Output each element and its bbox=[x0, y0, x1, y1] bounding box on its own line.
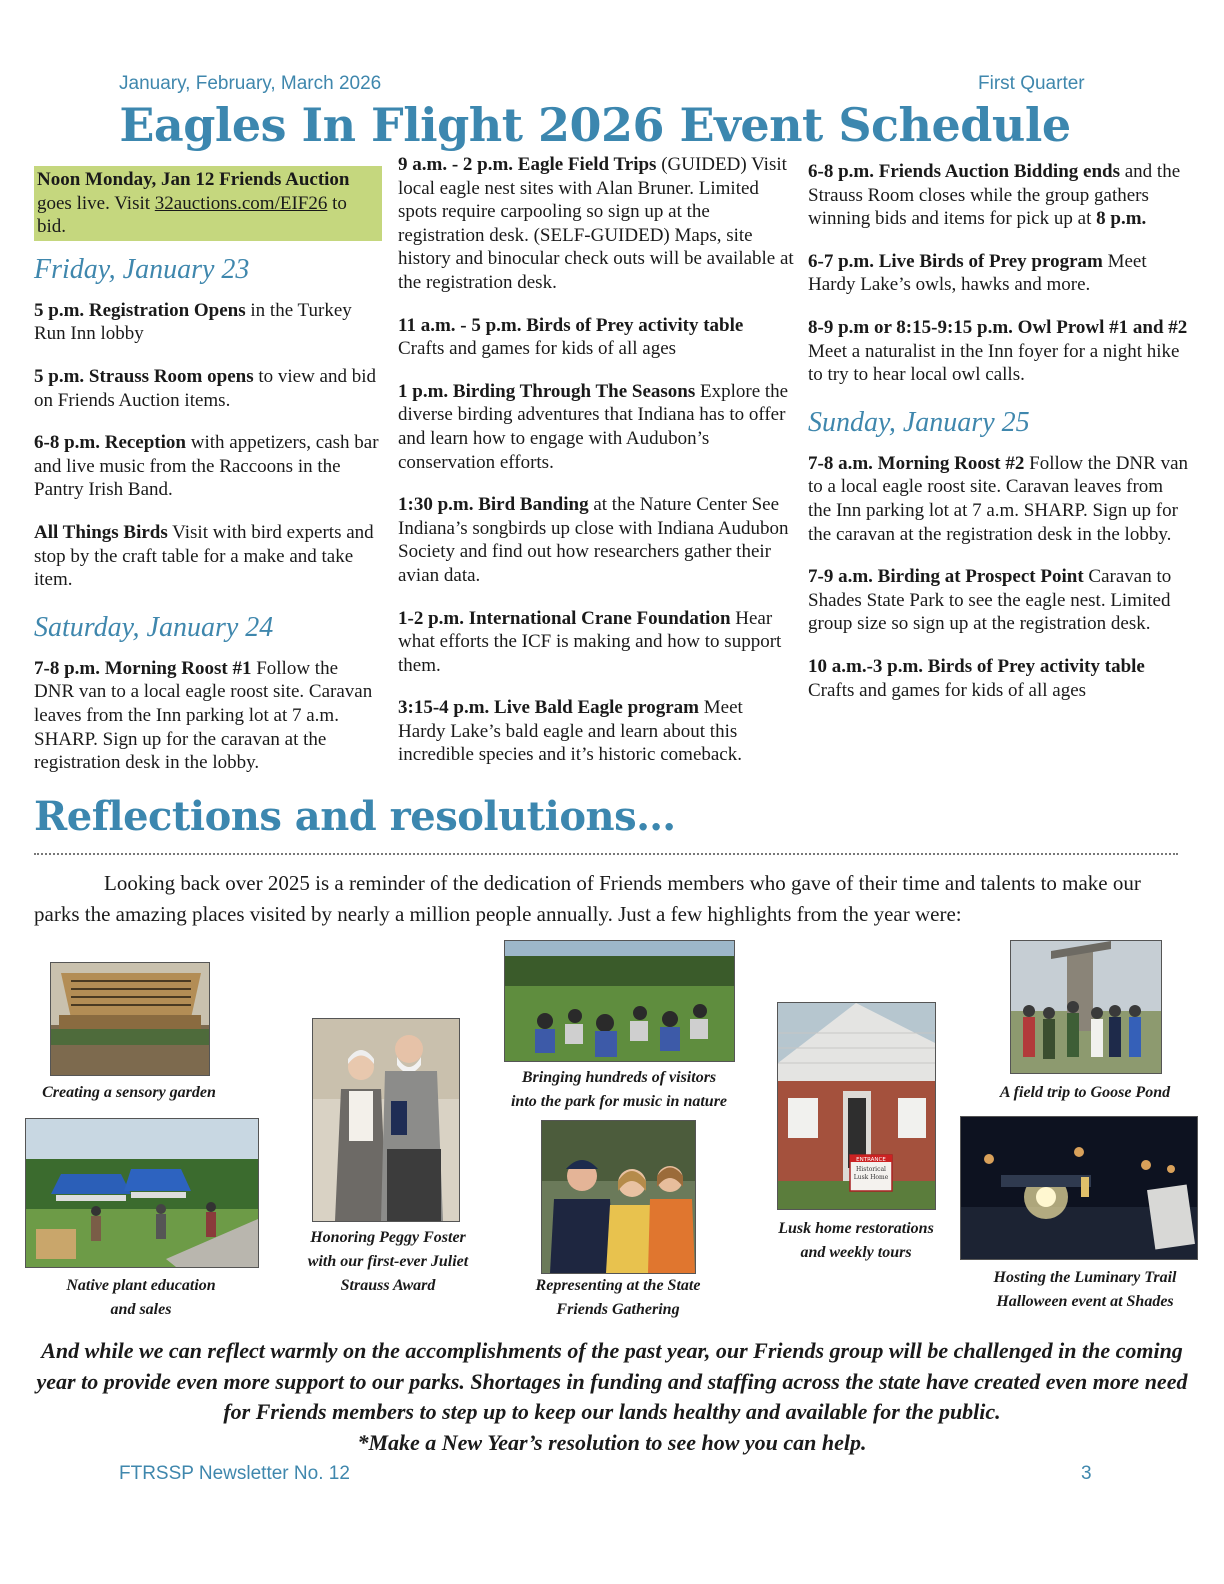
event-item bbox=[398, 696, 794, 767]
event-time: 6-8 p.m. Reception bbox=[34, 432, 186, 454]
event-item bbox=[808, 565, 1190, 636]
event-desc: Meet Hardy Lake’s owls, hawks and more. bbox=[808, 250, 1147, 296]
auction-text-end: to bid. bbox=[37, 192, 347, 238]
event-time: 1 p.m. Birding Through The Seasons bbox=[398, 380, 696, 402]
event-desc: Hear what efforts the ICF is making and how to support them. bbox=[398, 607, 782, 676]
caption-line: Honoring Peggy Foster bbox=[310, 1229, 466, 1246]
event-desc: with appetizers, cash bar and live music from the Raccoons in the Pantry Irish Band. bbox=[34, 432, 379, 501]
event-item bbox=[34, 657, 382, 775]
event-desc: Visit with bird experts and stop by the craft table for a make and take item. bbox=[34, 521, 374, 591]
event-time: 8-9 p.m or 8:15-9:15 p.m. Owl Prowl #1 and #2 bbox=[808, 316, 1188, 338]
sign-line: Historical bbox=[856, 1166, 886, 1173]
event-time: 5 p.m. Registration Opens bbox=[34, 299, 246, 321]
event-item bbox=[808, 655, 1190, 702]
closing-statement bbox=[30, 1336, 1194, 1458]
day-heading-saturday: Saturday, January 24 bbox=[34, 611, 274, 643]
reflections-heading: Reflections and resolutions… bbox=[34, 793, 676, 840]
event-desc: Follow the DNR van to a local eagle roost site. Caravan leaves from the Inn parking lot at 7 a.m. SHARP. Sign up for the caravan at the registration desk in the lobby. bbox=[34, 657, 373, 774]
event-desc: Follow the DNR van to a local eagle roost site. Caravan leaves from the Inn parking lot at 7 a.m. SHARP. Sign up for the caravan at the registration desk in the lobby. bbox=[808, 452, 1188, 545]
event-time: 10 a.m.-3 p.m. Birds of Prey activity table bbox=[808, 655, 1145, 677]
event-time: 3:15-4 p.m. Live Bald Eagle program bbox=[398, 697, 700, 719]
event-desc: and the Strauss Room closes while the group gathers winning bids and items for pick up at bbox=[808, 161, 1181, 230]
schedule-column-3 bbox=[808, 160, 1190, 721]
event-item bbox=[398, 153, 794, 295]
event-desc: in the Turkey Run Inn lobby bbox=[34, 299, 352, 345]
event-time: 6-7 p.m. Live Birds of Prey program bbox=[808, 250, 1103, 272]
reflections-intro: Looking back over 2025 is a reminder of the dedication of Friends members who gave of their time and talents to make our parks the amazing places visited by nearly a million people annually. Just a few highlights from the year were: bbox=[34, 871, 1141, 926]
event-item bbox=[398, 607, 794, 678]
event-time: 11 a.m. - 5 p.m. Birds of Prey activity table bbox=[398, 314, 744, 336]
auction-text: goes live. Visit bbox=[37, 192, 155, 214]
event-time: 1-2 p.m. International Crane Foundation bbox=[398, 607, 731, 629]
caption-native-plant bbox=[36, 1274, 246, 1322]
schedule-column-1 bbox=[34, 166, 382, 794]
caption-line: Halloween event at Shades bbox=[996, 1293, 1174, 1310]
peggy-foster-photo bbox=[312, 1018, 460, 1222]
native-plant-photo bbox=[25, 1118, 259, 1268]
caption-line: with our first-ever Juliet bbox=[307, 1253, 469, 1270]
event-desc: Meet a naturalist in the Inn foyer for a night hike to try to hear local owl calls. bbox=[808, 340, 1180, 386]
event-desc: Explore the diverse birding adventures that Indiana has to offer and learn how to engage with Audubon’s conservation efforts. bbox=[398, 380, 789, 473]
event-item bbox=[398, 493, 794, 587]
caption-sensory-garden: Creating a sensory garden bbox=[42, 1084, 216, 1101]
header-date-range: January, February, March 2026 bbox=[119, 73, 382, 94]
event-item bbox=[808, 452, 1190, 546]
event-time: 7-8 a.m. Morning Roost #2 bbox=[808, 452, 1025, 474]
caption-line: and sales bbox=[110, 1301, 172, 1318]
caption-line: Native plant education bbox=[66, 1277, 216, 1294]
lusk-home-photo bbox=[777, 1002, 936, 1210]
event-time: 9 a.m. - 2 p.m. Eagle Field Trips bbox=[398, 154, 657, 175]
caption-lusk-home bbox=[756, 1217, 956, 1265]
caption-music-in-nature bbox=[490, 1066, 748, 1114]
state-gathering-photo bbox=[541, 1120, 696, 1274]
event-desc: Caravan to Shades State Park to see the eagle nest. Limited group size so sign up at the registration desk. bbox=[808, 566, 1172, 635]
day-heading-friday: Friday, January 23 bbox=[34, 253, 250, 285]
goose-pond-photo bbox=[1010, 940, 1162, 1074]
event-item bbox=[398, 380, 794, 474]
event-desc: (GUIDED) Visit local eagle nest sites with Alan Bruner. Limited spots require carpooling so sign up at the registration desk. (SELF-GUIDED) Maps, site history and binocular check outs will be available at the registration desk. bbox=[398, 154, 794, 293]
event-desc: Meet Hardy Lake’s bald eagle and learn about this incredible species and it’s historic comeback. bbox=[398, 697, 743, 766]
auction-link[interactable]: 32auctions.com/EIF26 bbox=[154, 192, 328, 214]
auction-highlight bbox=[34, 166, 382, 241]
event-time: All Things Birds bbox=[34, 521, 168, 543]
event-item bbox=[34, 521, 382, 592]
caption-goose-pond: A field trip to Goose Pond bbox=[999, 1084, 1171, 1101]
event-time: 5 p.m. Strauss Room opens bbox=[34, 365, 254, 387]
caption-line: Hosting the Luminary Trail bbox=[993, 1269, 1177, 1286]
event-item bbox=[808, 160, 1190, 231]
music-in-nature-photo bbox=[504, 940, 735, 1062]
closing-call-to-action: *Make a New Year’s resolution to see how you can help. bbox=[357, 1429, 867, 1455]
event-time: 7-8 p.m. Morning Roost #1 bbox=[34, 657, 252, 679]
schedule-column-2 bbox=[398, 153, 794, 786]
event-desc: Crafts and games for kids of all ages bbox=[808, 679, 1087, 701]
day-heading-sunday: Sunday, January 25 bbox=[808, 406, 1030, 438]
event-pickup-time: 8 p.m. bbox=[1096, 208, 1147, 230]
caption-state-gathering bbox=[514, 1274, 722, 1322]
sign-line: Lusk Home bbox=[853, 1174, 889, 1181]
caption-line: Friends Gathering bbox=[556, 1301, 680, 1318]
header-quarter: First Quarter bbox=[978, 73, 1085, 94]
auction-heading: Noon Monday, Jan 12 Friends Auction bbox=[37, 169, 350, 190]
sensory-garden-photo bbox=[50, 962, 210, 1076]
closing-text: And while we can reflect warmly on the accomplishments of the past year, our Friends group will be challenged in the coming year to provide even more support to our parks. Shortages in funding and staffing across the state have created even more need for Friends members to step up to keep our lands healthy and available for the public. bbox=[36, 1338, 1188, 1424]
event-item bbox=[34, 365, 382, 412]
event-time: 6-8 p.m. Friends Auction Bidding ends bbox=[808, 161, 1120, 182]
event-desc: to view and bid on Friends Auction items. bbox=[34, 365, 377, 411]
caption-peggy-foster bbox=[288, 1226, 488, 1298]
page-title: Eagles In Flight 2026 Event Schedule bbox=[119, 98, 1071, 152]
caption-line: and weekly tours bbox=[800, 1244, 912, 1261]
event-item bbox=[808, 316, 1190, 387]
event-item bbox=[398, 314, 794, 361]
event-item bbox=[34, 431, 382, 502]
event-item bbox=[34, 299, 382, 346]
caption-line: Strauss Award bbox=[340, 1277, 436, 1294]
event-desc: Crafts and games for kids of all ages bbox=[398, 338, 677, 360]
caption-line: into the park for music in nature bbox=[510, 1093, 728, 1110]
luminary-trail-photo bbox=[960, 1116, 1198, 1260]
footer-page-number: 3 bbox=[1081, 1463, 1092, 1484]
footer-newsletter: FTRSSP Newsletter No. 12 bbox=[119, 1463, 350, 1484]
event-time: 7-9 a.m. Birding at Prospect Point bbox=[808, 566, 1084, 588]
event-item bbox=[808, 250, 1190, 297]
event-desc: at the Nature Center See Indiana’s songbirds up close with Indiana Audubon Society and find out how researchers gather their avian data. bbox=[398, 494, 789, 586]
event-time: 1:30 p.m. Bird Banding bbox=[398, 494, 589, 516]
dotted-divider bbox=[34, 853, 1178, 855]
caption-line: Bringing hundreds of visitors bbox=[521, 1069, 717, 1086]
caption-line: Representing at the State bbox=[535, 1277, 701, 1294]
sign-line: ENTRANCE bbox=[856, 1157, 886, 1163]
caption-line: Lusk home restorations bbox=[778, 1220, 934, 1237]
caption-luminary-trail bbox=[962, 1266, 1208, 1314]
